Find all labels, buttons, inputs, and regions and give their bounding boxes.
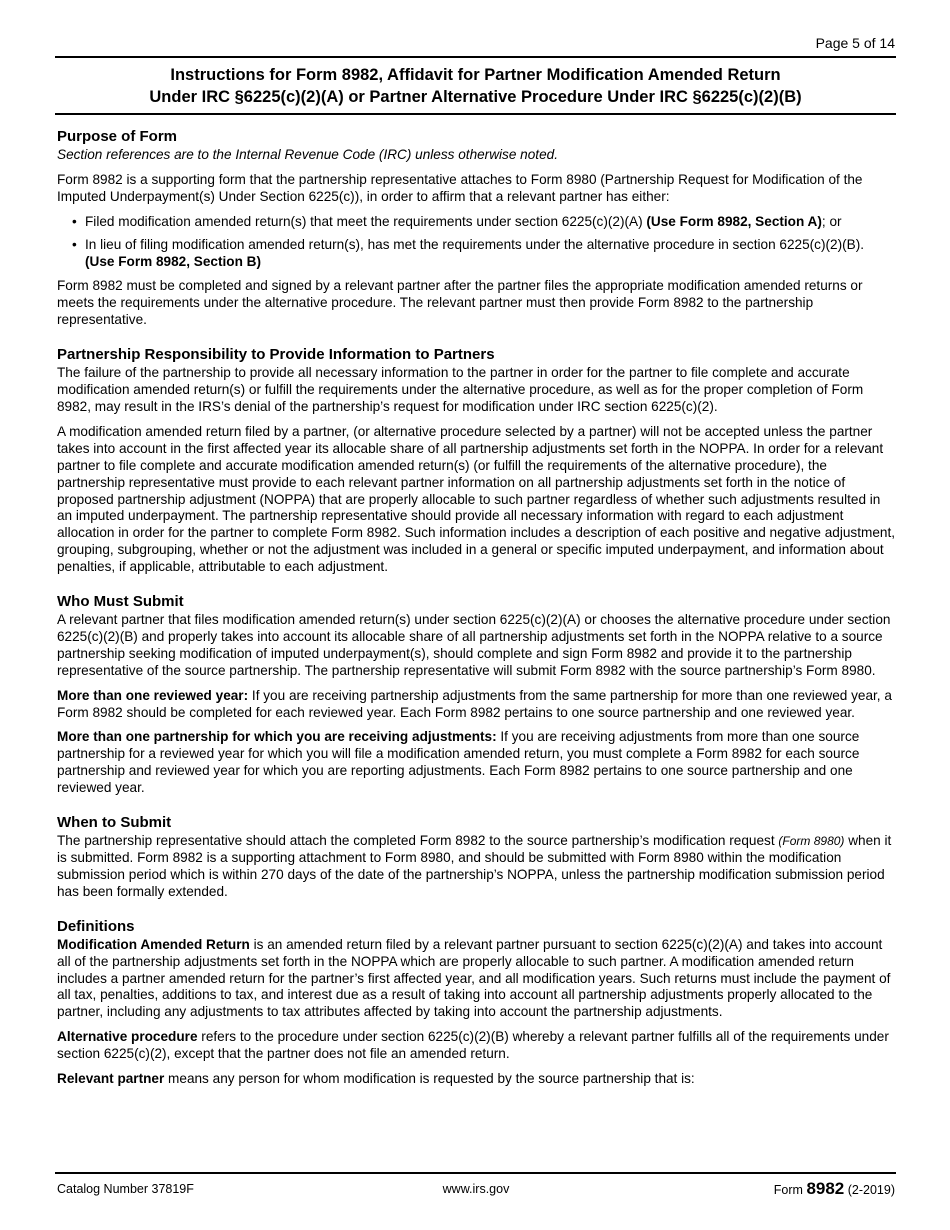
document-title [55,64,896,108]
who-must-submit-heading: Who Must Submit [57,593,184,611]
top-rule [55,56,896,58]
title-line-1: Instructions for Form 8982, Affidavit for Partner Modification Amended Return [170,66,781,84]
who-paragraph-2-bold: More than one reviewed year: [57,687,249,703]
form-revision: (2-2019) [844,1183,895,1197]
definition-2 [57,1029,895,1063]
definitions-section [57,917,895,1088]
when-to-submit-heading: When to Submit [57,814,172,832]
definition-2-term: Alternative procedure [57,1029,198,1045]
who-must-submit-section [57,592,895,797]
definition-1-text: is an amended return filed by a relevant partner pursuant to section 6225(c)(2)(A) and takes into account all of the partnership adjustments set forth in the NOPPA which are properly allocable to such partner. A modification amended return includes a partner amended return for the partner’s first affected year, and all modification years. Such returns must include the payment of all tax, penalties, additions to tax, and interest due as a result of taking into account all partnership adjustments properly allocated to the partner, including any adjustments to tax attributes affected by taking into account the partnership adjustments. [57,936,891,1020]
responsibility-heading: Partnership Responsibility to Provide Information to Partners [57,346,495,364]
title-line-2: Under IRC §6225(c)(2)(A) or Partner Alternative Procedure Under IRC §6225(c)(2)(B) [149,88,802,106]
page-number: Page 5 of 14 [815,35,895,51]
bottom-rule [55,1172,896,1174]
bullet-1-bold: (Use Form 8982, Section A) [646,213,822,229]
responsibility-paragraph-1: The failure of the partnership to provide all necessary information to the partner in order for the partner to file complete and accurate modification amended return(s) or fulfill the requirements under the alternative procedure, as well as for the proper completion of Form 8982, may result in the IRS’s denial of the partnership’s request for modification under IRC section 6225(c)(2). [57,365,864,414]
who-paragraph-3-text: If you are receiving adjustments from more than one source partnership for a reviewed year for which you will file a modification amended return, you must complete a Form 8982 for each source partnership and reviewed year for which you are reporting adjustments. Each Form 8982 pertains to one source partnership and one reviewed year. [57,729,860,796]
form-identifier [774,1179,895,1199]
purpose-bullet-list [57,214,895,271]
definitions-heading: Definitions [57,917,135,935]
when-paragraph-italic: (Form 8980) [778,834,845,849]
definition-2-text: refers to the procedure under section 6225(c)(2)(B) whereby a relevant partner fulfills all of the requirements under section 6225(c)(2), except that the partner does not file an amended return. [57,1029,889,1062]
bullet-2-text: In lieu of filing modification amended return(s), has met the requirements under the alternative procedure in section 6225(c)(2)(B). [85,236,865,252]
purpose-section [57,127,895,329]
definition-3 [57,1071,895,1088]
bullet-2-bold: (Use Form 8982, Section B) [85,253,262,269]
catalog-number: Catalog Number 37819F [57,1182,194,1196]
purpose-paragraph-1: Form 8982 is a supporting form that the partnership representative attaches to Form 8980 (Partnership Request for Modification of the Imputed Underpayment(s) Under Section 6225(c)), in order to affirm that a relevant partner has either: [57,171,863,204]
who-paragraph-2-text: If you are receiving partnership adjustments from the same partnership for more than one reviewed year, a Form 8982 should be completed for each reviewed year. Each Form 8982 pertains to one source partnership and one reviewed year. [57,687,892,720]
when-paragraph-1 [57,833,895,901]
responsibility-paragraph-2: A modification amended return filed by a partner, (or alternative procedure selected by a partner) will not be accepted unless the partner takes into account in the first affected year its allocable share of all partnership adjustments set forth in the NOPPA. In order for a relevant partner to file complete and accurate modification amended return(s) (or fulfill the requirements of the alternative procedure), the partnership representative must provide to each relevant partner information on all partnership adjustments set forth in the notice of proposed partnership adjustment (NOPPA) that are properly allocable to such partner regardless of whether such adjustments resulted in an imputed underpayment. The partnership representative should provide all necessary information with regard to each adjustment allocation in order for the partner to complete Form 8982. Such information includes a description of each positive and negative adjustment, grouping, subgrouping, whether or not the adjustment was included in a general or specific imputed underpayment, and information about penalties, if applicable, attributable to each adjustment. [57,423,896,575]
title-rule [55,113,896,115]
responsibility-section [57,345,895,576]
when-paragraph-end: when it is submitted. Form 8982 is a supporting attachment to Form 8980, and should be submitted with Form 8980 within the modification submission period which is within 270 days of the date of the partnership’s NOPPA, unless the partnership modification submission period has been formally extended. [57,833,892,899]
when-to-submit-section [57,813,895,901]
form-prefix: Form [773,1183,807,1197]
page-footer [57,1179,895,1199]
who-paragraph-3 [57,729,895,797]
definition-3-term: Relevant partner [57,1071,165,1087]
irs-url: www.irs.gov [442,1182,510,1196]
bullet-1-text: Filed modification amended return(s) that meet the requirements under section 6225(c)(2)(A) [85,213,647,229]
who-paragraph-1: A relevant partner that files modification amended return(s) under section 6225(c)(2)(A) or chooses the alternative procedure under section 6225(c)(2)(B) and properly takes into account its allocable share of all partnership adjustments set forth in the NOPPA relative to a source partnership seeking modification of imputed underpayment(s), should complete and sign Form 8982 and provide it to the partnership representative of the source partnership. The partnership representative will submit Form 8982 with the source partnership’s Form 8980. [57,612,891,678]
who-paragraph-3-bold: More than one partnership for which you are receiving adjustments: [57,729,497,745]
who-paragraph-2 [57,688,895,722]
document-body [57,120,895,1096]
purpose-bullet-1 [57,214,895,231]
when-paragraph-start: The partnership representative should attach the completed Form 8982 to the source partnership’s modification request [57,833,779,849]
bullet-1-end: ; or [821,213,842,229]
form-number: 8982 [806,1179,845,1198]
purpose-paragraph-2: Form 8982 must be completed and signed by a relevant partner after the partner files the appropriate modification amended returns or meets the requirements under the alternative procedure. The relevant partner must then provide Form 8982 to the partnership representative. [57,278,863,328]
definition-3-text: means any person for whom modification is requested by the source partnership that is: [164,1071,695,1087]
definition-1 [57,937,895,1022]
purpose-bullet-2 [57,237,895,271]
purpose-note: Section references are to the Internal Revenue Code (IRC) unless otherwise noted. [57,147,558,162]
purpose-heading: Purpose of Form [57,128,178,145]
definition-1-term: Modification Amended Return [57,936,250,952]
